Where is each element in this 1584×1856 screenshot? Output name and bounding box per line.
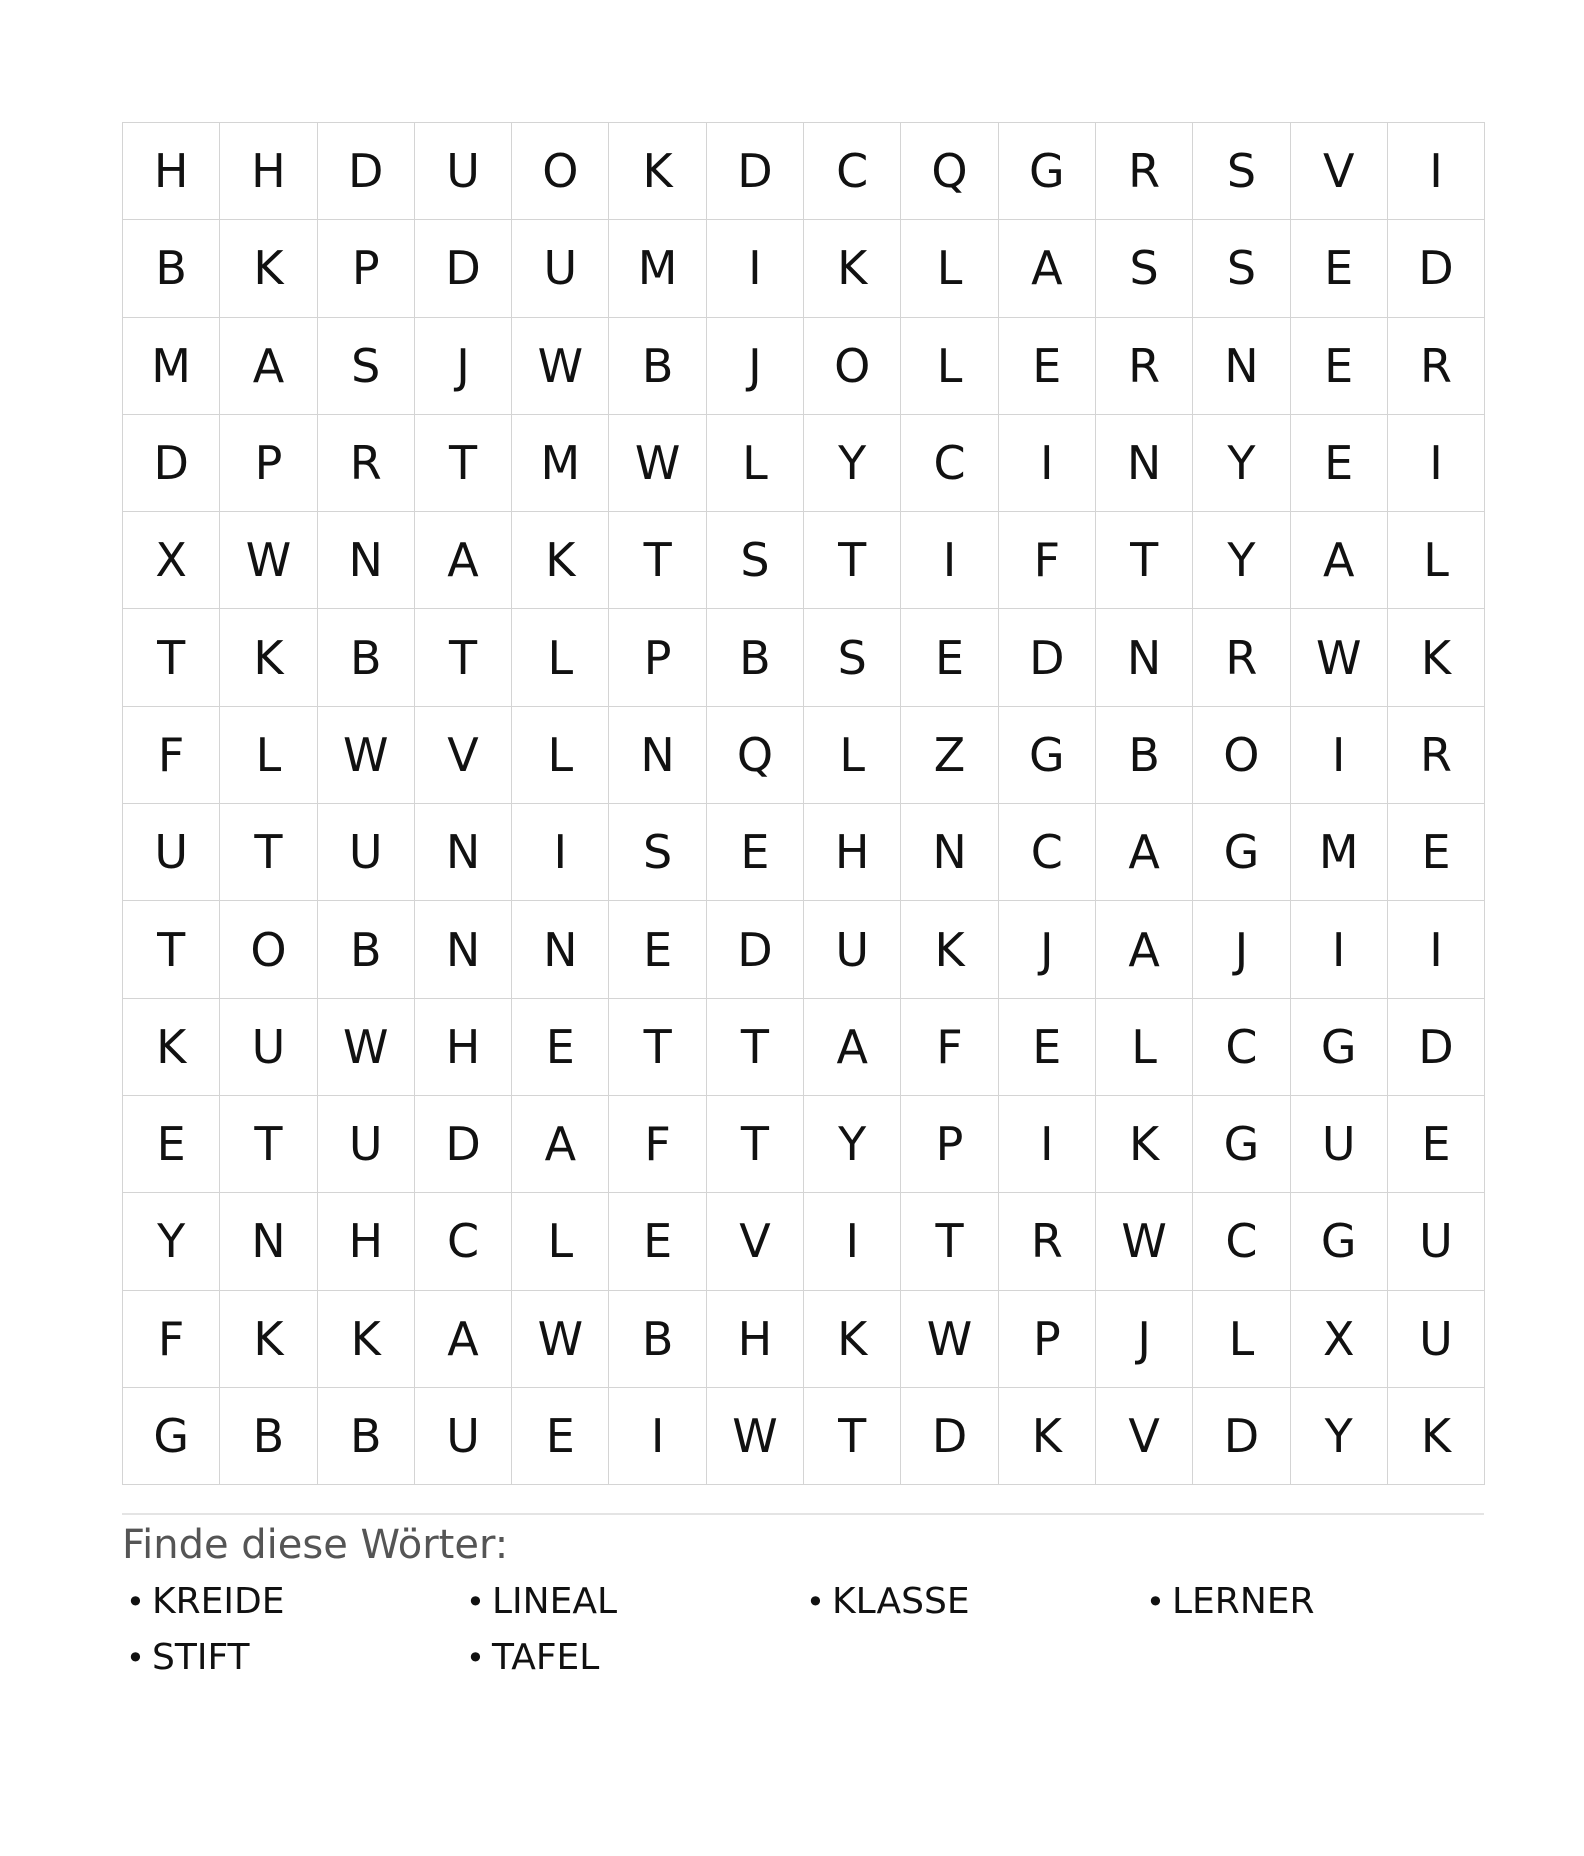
grid-cell[interactable]: R [1096,123,1193,220]
grid-cell[interactable]: D [123,415,220,512]
grid-cell[interactable]: I [512,804,609,901]
grid-cell[interactable]: A [804,999,901,1096]
grid-cell[interactable]: G [1193,804,1290,901]
grid-cell[interactable]: K [512,512,609,609]
grid-cell[interactable]: N [609,707,706,804]
grid-cell[interactable]: W [1096,1193,1193,1290]
grid-cell[interactable]: B [609,318,706,415]
grid-cell[interactable]: Y [804,415,901,512]
grid-cell[interactable]: Z [901,707,998,804]
grid-cell[interactable]: I [804,1193,901,1290]
grid-cell[interactable]: P [318,220,415,317]
grid-cell[interactable]: T [609,512,706,609]
grid-cell[interactable]: T [415,415,512,512]
grid-cell[interactable]: X [123,512,220,609]
grid-cell[interactable]: T [707,1096,804,1193]
grid-cell[interactable]: U [1291,1096,1388,1193]
grid-cell[interactable]: H [415,999,512,1096]
grid-cell[interactable]: C [1193,999,1290,1096]
grid-cell[interactable]: K [609,123,706,220]
word-label: KLASSE [832,1581,970,1623]
grid-cell[interactable]: A [999,220,1096,317]
grid-cell[interactable]: D [318,123,415,220]
grid-cell[interactable]: M [123,318,220,415]
grid-cell[interactable]: L [804,707,901,804]
grid-cell[interactable]: U [220,999,317,1096]
grid-cell[interactable]: X [1291,1291,1388,1388]
grid-cell[interactable]: C [415,1193,512,1290]
grid-cell[interactable]: O [512,123,609,220]
grid-cell[interactable]: L [220,707,317,804]
grid-cell[interactable]: F [999,512,1096,609]
grid-cell[interactable]: M [609,220,706,317]
grid-cell[interactable]: D [415,1096,512,1193]
grid-cell[interactable]: B [1096,707,1193,804]
grid-cell[interactable]: N [220,1193,317,1290]
grid-cell[interactable]: L [1193,1291,1290,1388]
grid-cell[interactable]: L [512,707,609,804]
grid-cell[interactable]: D [1388,220,1485,317]
grid-cell[interactable]: P [901,1096,998,1193]
grid-cell[interactable]: R [318,415,415,512]
grid-cell[interactable]: O [1193,707,1290,804]
word-label: STIFT [152,1637,250,1679]
grid-cell[interactable]: Y [804,1096,901,1193]
grid-cell[interactable]: J [1193,901,1290,998]
grid-cell[interactable]: D [415,220,512,317]
grid-cell[interactable]: T [220,1096,317,1193]
grid-cell[interactable]: S [318,318,415,415]
grid-cell[interactable]: E [999,999,1096,1096]
grid-cell[interactable]: E [1291,318,1388,415]
grid-cell[interactable]: A [220,318,317,415]
grid-cell[interactable]: A [512,1096,609,1193]
divider [122,1513,1484,1515]
grid-cell[interactable]: L [1388,512,1485,609]
grid-cell[interactable]: K [1096,1096,1193,1193]
grid-cell[interactable]: Y [1193,415,1290,512]
grid-cell[interactable]: T [415,609,512,706]
grid-cell[interactable]: R [1096,318,1193,415]
grid-cell[interactable]: G [1193,1096,1290,1193]
grid-cell[interactable]: N [1096,415,1193,512]
word-label: LINEAL [492,1581,618,1623]
bullet-icon: • [1146,1583,1165,1622]
grid-cell[interactable]: P [999,1291,1096,1388]
grid-cell[interactable]: E [1388,804,1485,901]
grid-cell[interactable]: A [1096,901,1193,998]
grid-cell[interactable]: I [1291,901,1388,998]
bullet-icon: • [466,1639,485,1678]
grid-cell[interactable]: G [123,1388,220,1485]
grid-cell[interactable]: I [1388,123,1485,220]
grid-cell[interactable]: W [1291,609,1388,706]
grid-cell[interactable]: K [804,220,901,317]
grid-cell[interactable]: L [707,415,804,512]
grid-cell[interactable]: W [707,1388,804,1485]
grid-cell[interactable]: K [318,1291,415,1388]
grid-cell[interactable]: K [1388,1388,1485,1485]
bullet-icon: • [126,1583,145,1622]
grid-cell[interactable]: U [123,804,220,901]
grid-cell[interactable]: A [1096,804,1193,901]
grid-cell[interactable]: D [707,901,804,998]
grid-cell[interactable]: Y [1193,512,1290,609]
letter-grid [122,122,1485,1485]
grid-cell[interactable]: E [1291,220,1388,317]
grid-cell[interactable]: N [1096,609,1193,706]
grid-cell[interactable]: T [901,1193,998,1290]
grid-cell[interactable]: I [999,1096,1096,1193]
bullet-icon: • [806,1583,825,1622]
grid-cell[interactable]: A [415,512,512,609]
grid-cell[interactable]: B [318,1388,415,1485]
word-label: KREIDE [152,1581,285,1623]
grid-cell[interactable]: S [1096,220,1193,317]
word-list-item [802,1579,1142,1625]
grid-cell[interactable]: U [415,1388,512,1485]
word-list-item [462,1579,802,1625]
grid-cell[interactable]: L [1096,999,1193,1096]
grid-cell[interactable]: T [609,999,706,1096]
grid-cell[interactable]: L [512,1193,609,1290]
grid-cell[interactable]: E [512,1388,609,1485]
grid-cell[interactable]: D [901,1388,998,1485]
grid-cell[interactable]: U [318,804,415,901]
words-title: Finde diese Wörter: [122,1522,509,1569]
grid-cell[interactable]: U [415,123,512,220]
word-search-sheet [122,122,1484,1681]
grid-cell[interactable]: J [707,318,804,415]
grid-cell[interactable]: F [901,999,998,1096]
grid-cell[interactable]: D [1193,1388,1290,1485]
grid-cell[interactable]: P [220,415,317,512]
grid-cell[interactable]: S [1193,220,1290,317]
grid-cell[interactable]: C [901,415,998,512]
grid-cell[interactable]: P [609,609,706,706]
grid-cell[interactable]: B [220,1388,317,1485]
bullet-icon: • [126,1639,145,1678]
grid-cell[interactable]: G [1291,1193,1388,1290]
grid-cell[interactable]: B [707,609,804,706]
grid-cell[interactable]: L [901,318,998,415]
word-label: LERNER [1172,1581,1315,1623]
grid-cell[interactable]: I [1291,707,1388,804]
grid-cell[interactable]: F [123,707,220,804]
grid-cell[interactable]: U [318,1096,415,1193]
grid-cell[interactable]: I [901,512,998,609]
grid-cell[interactable]: K [999,1388,1096,1485]
grid-cell[interactable]: E [512,999,609,1096]
word-list-item [122,1579,462,1625]
grid-cell[interactable]: W [318,707,415,804]
word-list-item [1142,1579,1482,1625]
grid-cell[interactable]: D [1388,999,1485,1096]
grid-cell[interactable]: D [707,123,804,220]
grid-cell[interactable]: W [220,512,317,609]
grid-cell[interactable]: E [1291,415,1388,512]
grid-cell[interactable]: J [999,901,1096,998]
grid-cell[interactable]: I [1388,901,1485,998]
grid-cell[interactable]: V [707,1193,804,1290]
grid-cell[interactable]: Y [1291,1388,1388,1485]
grid-cell[interactable]: K [804,1291,901,1388]
grid-cell[interactable]: U [1388,1193,1485,1290]
grid-cell[interactable]: L [512,609,609,706]
grid-cell[interactable]: E [901,609,998,706]
grid-cell[interactable]: A [1291,512,1388,609]
grid-cell[interactable]: T [123,901,220,998]
grid-cell[interactable]: N [415,804,512,901]
grid-cell[interactable]: Y [123,1193,220,1290]
grid-cell[interactable]: E [609,1193,706,1290]
grid-cell[interactable]: V [415,707,512,804]
grid-cell[interactable]: K [1388,609,1485,706]
grid-cell[interactable]: E [707,804,804,901]
grid-cell[interactable]: S [1193,123,1290,220]
grid-cell[interactable]: W [901,1291,998,1388]
grid-cell[interactable]: H [318,1193,415,1290]
grid-cell[interactable]: G [999,123,1096,220]
word-list [122,1579,1484,1681]
grid-cell[interactable]: W [512,1291,609,1388]
grid-cell[interactable]: A [415,1291,512,1388]
grid-cell[interactable]: W [609,415,706,512]
grid-cell[interactable]: K [901,901,998,998]
grid-cell[interactable]: J [415,318,512,415]
grid-cell[interactable]: U [512,220,609,317]
grid-cell[interactable]: N [318,512,415,609]
grid-cell[interactable]: H [804,804,901,901]
grid-cell[interactable]: I [1388,415,1485,512]
grid-cell[interactable]: S [609,804,706,901]
grid-cell[interactable]: V [1096,1388,1193,1485]
grid-cell[interactable]: N [901,804,998,901]
grid-cell[interactable]: Q [901,123,998,220]
grid-cell[interactable]: K [220,220,317,317]
grid-cell[interactable]: C [804,123,901,220]
grid-cell[interactable]: D [999,609,1096,706]
grid-cell[interactable]: H [123,123,220,220]
grid-cell[interactable]: I [609,1388,706,1485]
grid-cell[interactable]: E [999,318,1096,415]
grid-cell[interactable]: J [1096,1291,1193,1388]
grid-cell[interactable]: G [999,707,1096,804]
grid-cell[interactable]: O [220,901,317,998]
grid-cell[interactable]: T [1096,512,1193,609]
grid-cell[interactable]: N [415,901,512,998]
grid-cell[interactable]: I [999,415,1096,512]
grid-cell[interactable]: V [1291,123,1388,220]
grid-cell[interactable]: R [999,1193,1096,1290]
grid-cell[interactable]: K [220,1291,317,1388]
grid-cell[interactable]: T [804,512,901,609]
grid-cell[interactable]: N [512,901,609,998]
grid-cell[interactable]: N [1193,318,1290,415]
grid-cell[interactable]: F [609,1096,706,1193]
grid-cell[interactable]: T [123,609,220,706]
grid-cell[interactable]: K [220,609,317,706]
grid-cell[interactable]: I [707,220,804,317]
grid-cell[interactable]: B [123,220,220,317]
grid-cell[interactable]: S [707,512,804,609]
grid-cell[interactable]: U [804,901,901,998]
grid-cell[interactable]: Q [707,707,804,804]
grid-cell[interactable]: H [220,123,317,220]
grid-cell[interactable]: R [1388,707,1485,804]
grid-cell[interactable]: E [609,901,706,998]
word-list-item [462,1635,802,1681]
grid-cell[interactable]: B [318,609,415,706]
grid-cell[interactable]: L [901,220,998,317]
grid-cell[interactable]: T [220,804,317,901]
grid-cell[interactable]: R [1388,318,1485,415]
grid-cell[interactable]: M [512,415,609,512]
grid-cell[interactable]: M [1291,804,1388,901]
grid-cell[interactable]: E [1388,1096,1485,1193]
grid-cell[interactable]: W [318,999,415,1096]
grid-cell[interactable]: W [512,318,609,415]
grid-cell[interactable]: T [707,999,804,1096]
grid-cell[interactable]: R [1193,609,1290,706]
grid-cell[interactable]: T [804,1388,901,1485]
grid-cell[interactable]: C [999,804,1096,901]
grid-cell[interactable]: H [707,1291,804,1388]
grid-cell[interactable]: U [1388,1291,1485,1388]
grid-cell[interactable]: F [123,1291,220,1388]
grid-cell[interactable]: B [318,901,415,998]
grid-cell[interactable]: K [123,999,220,1096]
grid-cell[interactable]: B [609,1291,706,1388]
word-label: TAFEL [492,1637,600,1679]
bullet-icon: • [466,1583,485,1622]
word-list-item [122,1635,462,1681]
grid-cell[interactable]: O [804,318,901,415]
grid-cell[interactable]: C [1193,1193,1290,1290]
grid-cell[interactable]: S [804,609,901,706]
grid-cell[interactable]: G [1291,999,1388,1096]
grid-cell[interactable]: E [123,1096,220,1193]
